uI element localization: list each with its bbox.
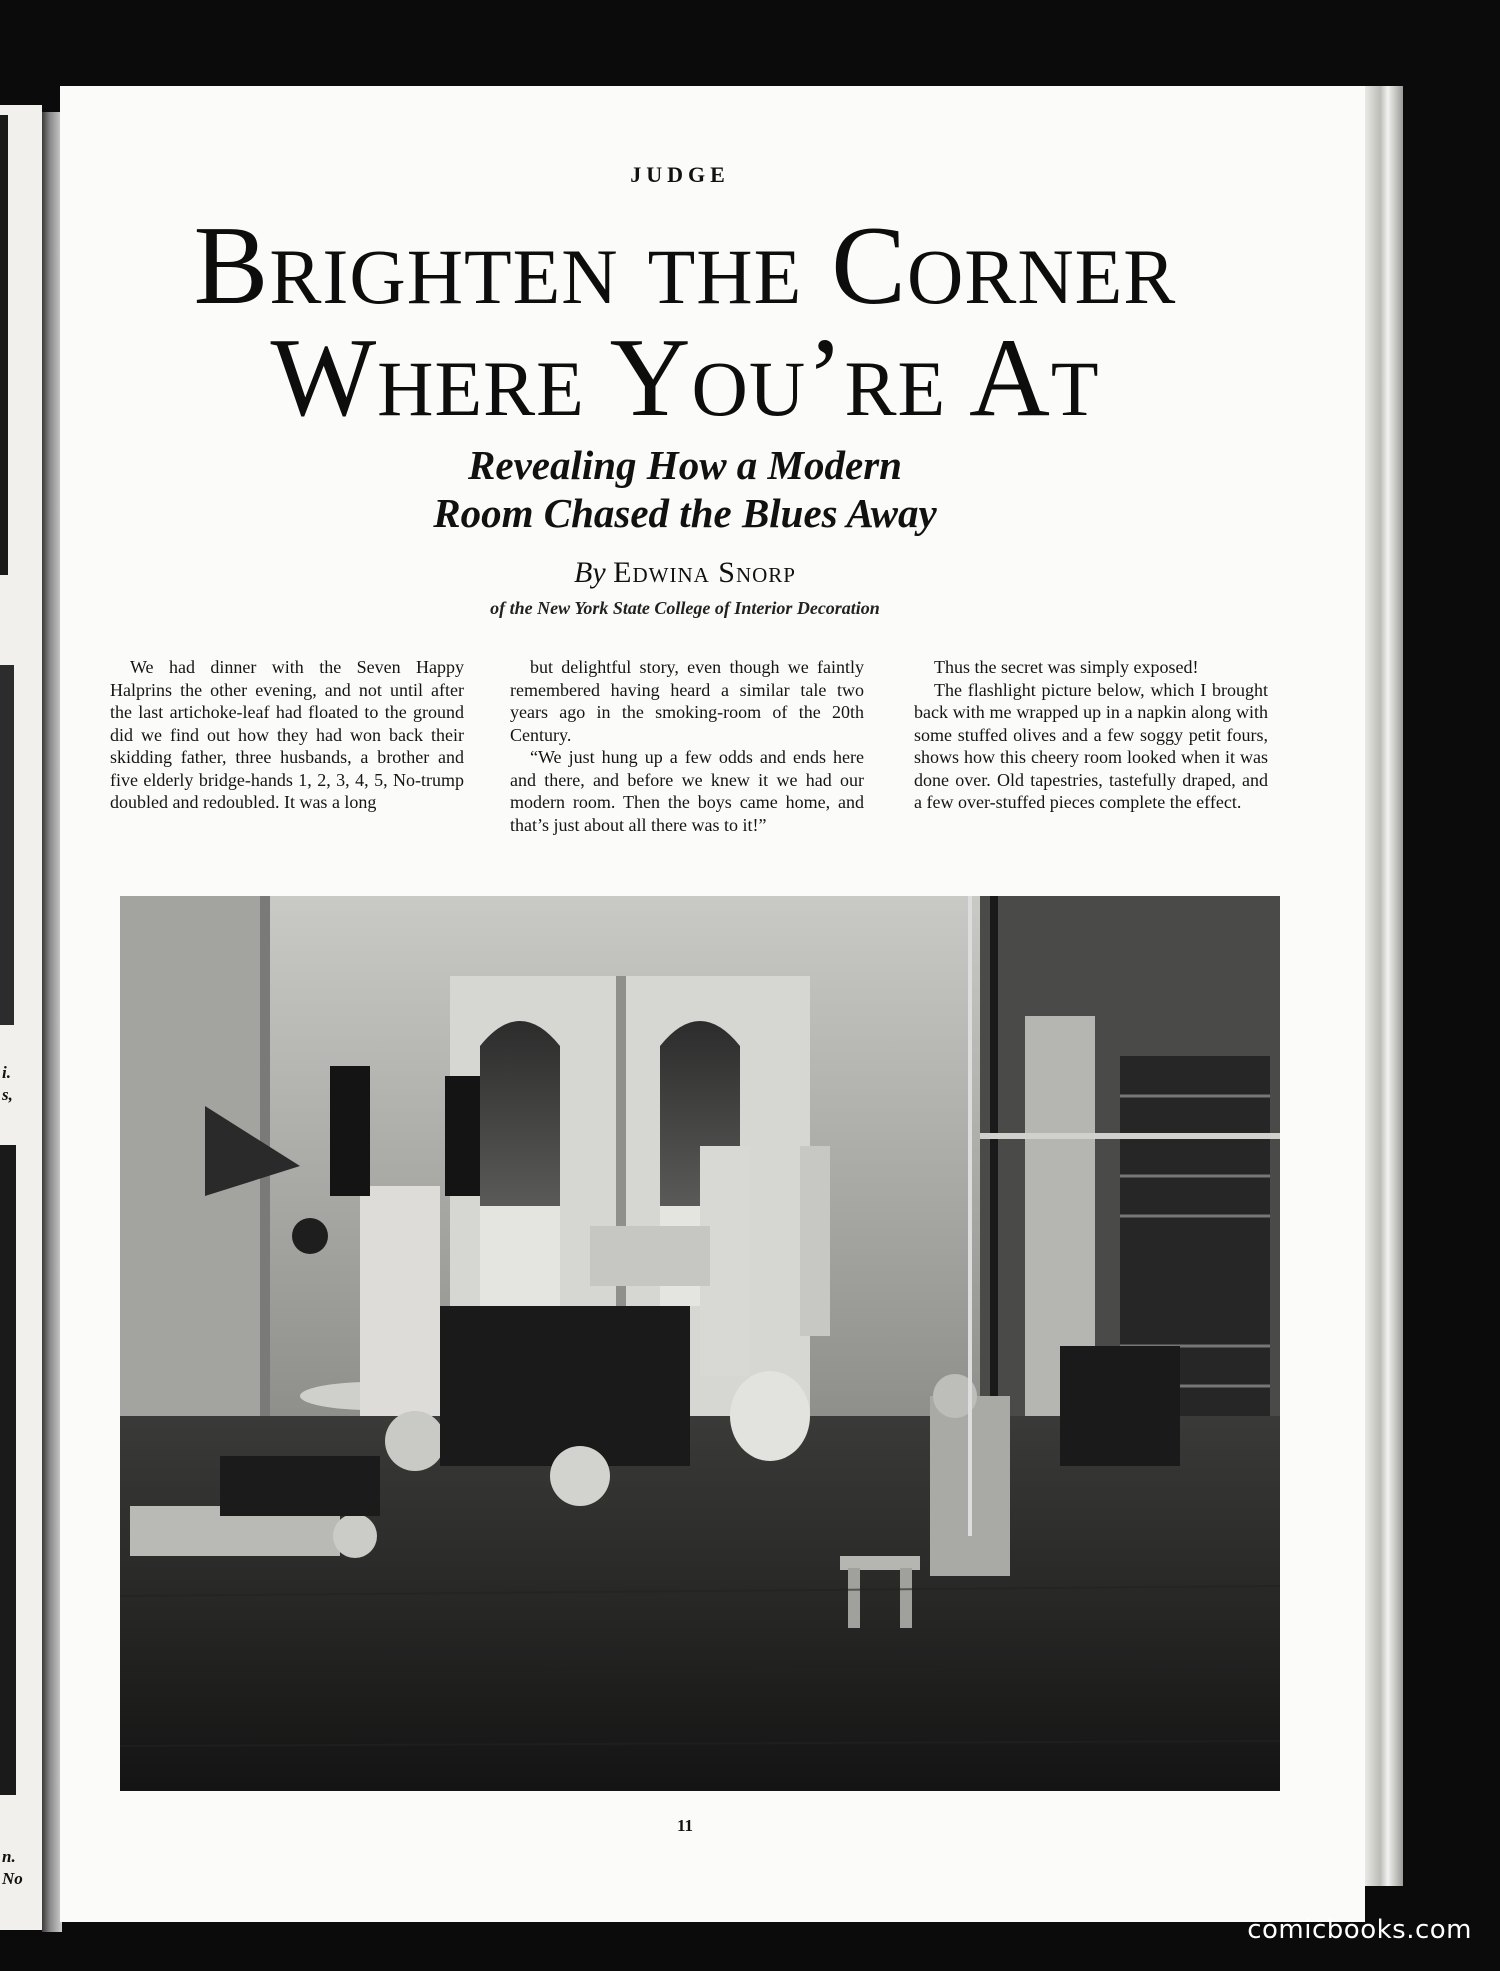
- paragraph: We had dinner with the Seven Happy Halprins the other evening, and not until after the last artichoke-leaf had floated to the ground did we find out how they had won back their skidding father, three husbands, a brother and five elderly bridge-hands 1, 2, 3, 4, 5, No-trump doubled and redoubled. It was a long: [110, 657, 464, 812]
- paragraph: The flashlight picture below, which I brought back with me wrapped up in a napkin along with some stuffed olives and a few soggy petit fours, shows how this cheery room looked when it was done over. Old tapestries, tastefully draped, and a few over-stuffed pieces complete the effect.: [914, 679, 1268, 812]
- byline-author: Edwina Snorp: [613, 556, 796, 589]
- paragraph: but delightful story, even though we faintly remembered having heard a similar tale two years ago in the smoking-room of the 20th Century.: [510, 657, 864, 745]
- source-watermark: comicbooks.com: [1247, 1915, 1472, 1945]
- left-page-fragment: s,: [2, 1085, 13, 1104]
- adjacent-page-edge: [0, 105, 42, 1930]
- paragraph: Thus the secret was simply exposed!: [934, 657, 1199, 677]
- text-column-3: [914, 656, 1268, 814]
- deck-subtitle: Revealing How a Modern Room Chased the Blues Away: [433, 442, 937, 536]
- running-head: JUDGE: [630, 162, 730, 187]
- adjacent-photo-edge: [0, 665, 14, 1025]
- headline: Brighten the Corner Where You’re At: [193, 204, 1177, 440]
- byline-by: By: [574, 556, 606, 589]
- left-page-fragment: n.: [2, 1847, 16, 1866]
- text-column-2: [510, 656, 864, 836]
- left-page-fragment: No: [2, 1869, 23, 1888]
- gymnasium-photo: [120, 896, 1280, 1791]
- magazine-page: [60, 86, 1365, 1922]
- adjacent-photo-edge: [0, 1145, 16, 1795]
- left-page-fragment: i.: [2, 1063, 11, 1082]
- page-gutter: [42, 112, 62, 1932]
- paragraph: “We just hung up a few odds and ends here and there, and before we knew it we had our modern room. Then the boys came home, and that’s just about all there was to it!”: [510, 747, 864, 835]
- page-stack-edge: [1365, 86, 1403, 1886]
- text-column-1: [110, 656, 464, 814]
- halftone-photo-icon: [120, 896, 1280, 1791]
- author-affiliation: of the New York State College of Interior Decoration: [490, 598, 880, 618]
- byline: [60, 556, 1310, 590]
- adjacent-photo-edge: [0, 115, 8, 575]
- page-number: 11: [676, 1816, 694, 1835]
